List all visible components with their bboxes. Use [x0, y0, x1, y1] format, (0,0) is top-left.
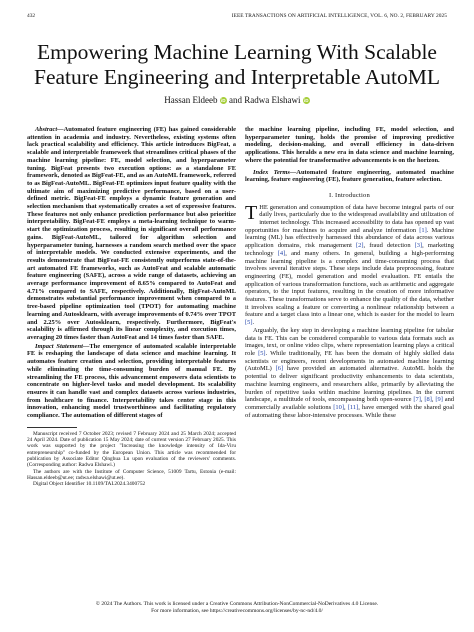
- intro-paragraph-1: THE generation and consumption of data have become integral parts of our daily lives, particularly due to the widespread availability and utilization of internet technology. This increased accessibility to data has opened up vast opportunities for machines to acquire and analyze information [1]. Machine learning (ML) has effectively harnessed this abundance of data across various application domains, risk management [2], fraud detection [3], marketing technology [4], and many others. In general, building a high-performing machine learning pipeline is a complex and time-consuming process that involves several iterative steps. These steps include data preprocessing, feature engineering (FE), model generation and model evaluation. FE entails the application of various transformation functions, such as arithmetic and aggregate operators, to the input features, resulting in the creation of more informative features. These transformations serve to enhance the quality of the data, whether it involves scaling a feature or converting a nonlinear relationship between a feature and a target class into a linear one, which is easier for the model to learn [5].: [245, 201, 454, 327]
- citation-link[interactable]: [10]: [333, 403, 344, 411]
- index-terms: [245, 169, 454, 184]
- citation-link[interactable]: [7]: [413, 396, 421, 404]
- index-terms-text: Automated feature engineering, automated machine learning, feature engineering (FE), feature generation, feature selection.: [245, 168, 454, 184]
- citation-link[interactable]: [3]: [414, 242, 423, 250]
- left-column: [27, 126, 236, 488]
- citation-link[interactable]: [1]: [419, 226, 427, 234]
- section-heading: I. Introduction: [328, 191, 371, 199]
- citation-link[interactable]: [2]: [356, 242, 364, 250]
- index-terms-label: Index Terms—: [253, 168, 297, 176]
- abstract-text: Automated feature engineering (FE) has gained considerable attention in academia and industry. Nevertheless, existing systems often lack practical scalability and efficiency. This article introduces BigFeat, a scalable and interpretable framework that streamlines critical phases of the machine learning pipeline: FE, model selection, and hyperparameter tuning. BigFeat presents two execution options: as a standalone FE framework, denoted as BigFeat-FE, and as an AutoML framework, referred to as BigFeat-AutoML. BigFeat-FE optimizes input feature quality with the ultimate aim of maximizing predictive performance, based on a user-defined metric. BigFeat-FE employs a dynamic feature generation and selection mechanism that systematically creates a set of expressive features. These features not only enhance prediction performance but also prioritize interpretability. BigFeat-FE employs a meta-learning technique to warm-start the optimization process, resulting in significant overall performance gains. BigFeat-AutoML, tailored for algorithm selection and hyperparameter tuning, harnesses a random search method over the space of interpretable models. We conducted extensive experiments, and the results demonstrate that BigFeat-FE consistently outperforms state-of-the-art automated FE frameworks, such as AutoFeat and scalable automatic feature engineering (SAFE), across a wide range of datasets, achieving an average performance improvement of 8.65% compared to AutoFeat and 4.71% compared to SAFE, respectively. Additionally, BigFeat-AutoML demonstrates substantial performance improvement when compared to a tree-based pipeline optimization tool (TPOT) for automating machine learning and Autosklearn, with average improvements of 0.74% over TPOT and 2.25% over Autosklearn, respectively. Furthermore, BigFeat's scalability is affirmed through its linear complexity, and execution times, averaging 20 times faster than AutoFeat and 14 times faster than SAFE.: [27, 126, 236, 341]
- citation-link[interactable]: [5]: [245, 319, 253, 327]
- impact-statement: [27, 343, 236, 420]
- license-line: © 2024 The Authors. This work is licensed under a Creative Commons Attribution-NonCommercial-NoDerivatives 4.0 License.: [95, 601, 379, 607]
- citation-link[interactable]: [5]: [258, 349, 266, 357]
- paper-title: Empowering Machine Learning With Scalable Feature Engineering and Interpretable AutoML: [34, 40, 440, 89]
- footnote-authors: The authors are with the Institute of Computer Science, 51009 Tartu, Estonia (e-mail: Hassan.eldeeb@ut.ee; radwa.elshawi@ut.ee).: [27, 468, 236, 482]
- orcid-icon[interactable]: iD: [220, 98, 226, 103]
- author-name: Radwa Elshawi: [244, 95, 301, 105]
- license-link[interactable]: For more information, see https://creativecommons.org/licenses/by-nc-nd/4.0/: [151, 608, 323, 614]
- footnote-divider: [27, 427, 77, 428]
- author-line: [0, 95, 474, 105]
- author-name: Hassan Eldeeb: [164, 95, 218, 105]
- citation-link[interactable]: [8]: [424, 396, 432, 404]
- citation-link[interactable]: [9]: [435, 396, 443, 404]
- impact-label: Impact Statement—: [35, 342, 90, 350]
- abstract-label: Abstract—: [35, 126, 64, 133]
- drop-cap: T: [245, 201, 258, 224]
- journal-name: IEEE TRANSACTIONS ON ARTIFICIAL INTELLIGENCE, VOL. 6, NO. 2, FEBRUARY 2025: [231, 13, 447, 19]
- orcid-icon[interactable]: iD: [303, 98, 309, 103]
- citation-link[interactable]: [4]: [277, 249, 286, 257]
- citation-link[interactable]: [11]: [347, 403, 359, 411]
- author-conjunction: and: [228, 95, 242, 105]
- abstract: [27, 126, 236, 342]
- citation-link[interactable]: [6]: [275, 365, 284, 373]
- page-number: 432: [27, 13, 36, 19]
- intro-paragraph-2: Arguably, the key step in developing a machine learning pipeline for tabular data is FE. This can be considered comparable to various data formats such as images, text, or online video clips, where representation learning plays a critical role [5]. While traditionally, FE has been the domain of highly skilled data scientists or engineers, recent developments in automated machine learning (AutoML) [6] have provided an automated alternative. AutoML holds the potential to deliver significant productivity enhancements to data scientists, machine learning engineers, and researchers alike, primarily by alleviating the burden of repetitive tasks within machine learning pipelines. In the current landscape, a multitude of tools, encompassing both open-source [7], [8], [9] and commercially available solutions [10], [11], have emerged with the shared goal of automating these labor-intensive processes. While these: [245, 326, 455, 419]
- footnote-manuscript: Manuscript received 7 October 2023; revised 7 February 2024 and 25 March 2024; accepted 24 April 2024. Date of publication 15 May 2024; date of current version 27 February 2025. This work was supported by the project "Increasing the knowledge intensity of Ida-Viru entrepreneurship" co-funded by the European Union. This article was recommended for publication by Associate Editor Qinghua Lu upon evaluation of the reviewers' comments. (Corresponding author: Radwa Elshawi.): [27, 430, 236, 469]
- impact-text: The emergence of automated scalable interpretable FE is reshaping the landscape of data science and machine learning. It automates feature creation and selection, providing interpretable features while eliminating the time-consuming burden of manual FE. By streamlining the FE process, this advancement empowers data scientists to concentrate on higher-level tasks and model development. Its scalability ensures it can handle vast and complex datasets across various industries, from healthcare to finance. Interpretability takes center stage in this innovation, enhancing model trustworthiness and facilitating regulatory compliance. The automation of different stages of: [27, 342, 236, 420]
- right-column: [245, 126, 454, 419]
- footnote-doi: Digital Object Identifier 10.1109/TAI.2024.3400752: [33, 481, 146, 488]
- impact-continuation: the machine learning pipeline, including FE, model selection, and hyperparameter tuning, holds the promise of improving predictive modeling, decision-making, and overall efficiency in data-driven applications. This heralds a new era in data science and machine learning, where the potential for transformative advancements is on the horizon.: [245, 126, 454, 164]
- running-header: [27, 13, 447, 22]
- license-notice: [0, 601, 474, 615]
